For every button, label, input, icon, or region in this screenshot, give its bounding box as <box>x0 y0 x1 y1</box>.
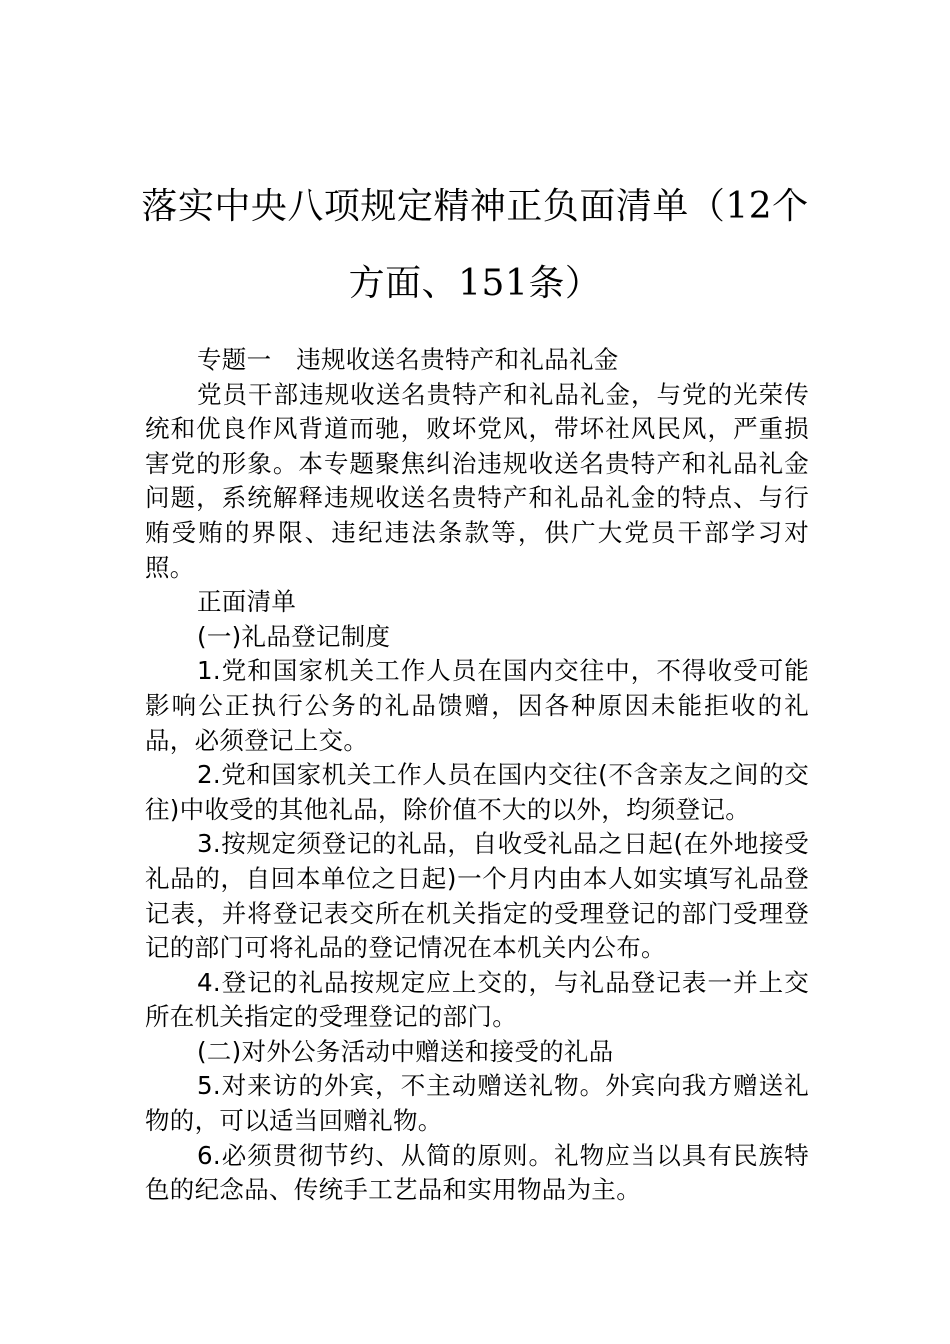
section-heading: 专题一 违规收送名贵特产和礼品礼金 <box>197 345 619 374</box>
subsection-heading: (二)对外公务活动中赠送和接受的礼品 <box>197 1036 614 1066</box>
list-item: 4.登记的礼品按规定应上交的，与礼品登记表一并上交所在机关指定的受理登记的部门。 <box>145 967 809 1032</box>
document-body <box>145 343 809 1208</box>
list-item: 3.按规定须登记的礼品，自收受礼品之日起(在外地接受礼品的，自回本单位之日起)一个月内由本人如实填写礼品登记表，并将登记表交所在机关指定的受理登记的部门受理登记的部门可将礼品的登记情况在本机关内公布。 <box>145 829 809 963</box>
title-line-2: 方面、151条） <box>348 263 602 304</box>
subsection-heading: 正面清单 <box>197 587 297 617</box>
list-item: 6.必须贯彻节约、从简的原则。礼物应当以具有民族特色的纪念品、传统手工艺品和实用物品为主。 <box>145 1140 809 1205</box>
list-item: 5.对来访的外宾，不主动赠送礼物。外宾向我方赠送礼物的，可以适当回赠礼物。 <box>145 1071 809 1136</box>
document-title <box>100 168 850 322</box>
title-line-1: 落实中央八项规定精神正负面清单（12个 <box>141 186 809 227</box>
list-item: 2.党和国家机关工作人员在国内交往(不含亲友之间的交往)中收受的其他礼品，除价值不大的以外，均须登记。 <box>145 760 809 824</box>
intro-paragraph: 党员干部违规收送名贵特产和礼品礼金，与党的光荣传统和优良作风背道而驰，败坏党风，带坏社风民风，严重损害党的形象。本专题聚焦纠治违规收送名贵特产和礼品礼金问题，系统解释违规收送名贵特产和礼品礼金的特点、与行贿受贿的界限、违纪违法条款等，供广大党员干部学习对照。 <box>145 379 809 582</box>
subsection-heading: (一)礼品登记制度 <box>197 621 391 651</box>
list-item: 1.党和国家机关工作人员在国内交往中，不得收受可能影响公正执行公务的礼品馈赠，因各种原因未能拒收的礼品，必须登记上交。 <box>145 656 809 755</box>
